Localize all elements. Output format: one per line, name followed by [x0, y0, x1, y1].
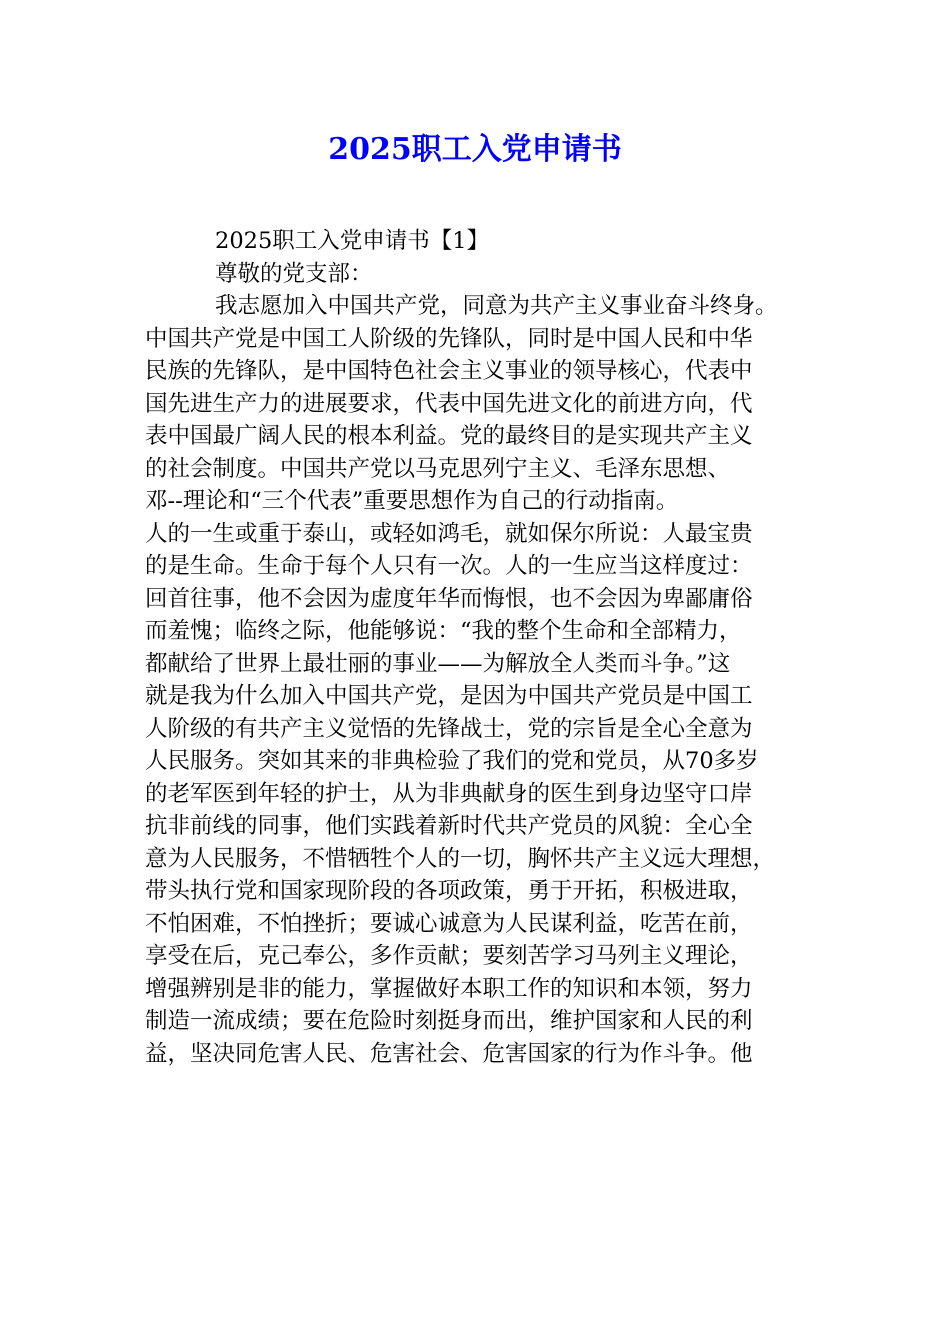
body-line: 的是生命。生命于每个人只有一次。人的一生应当这样度过： — [145, 553, 753, 579]
body-line: 增强辨别是非的能力，掌握做好本职工作的知识和本领，努力 — [145, 975, 753, 1002]
body-line: 带头执行党和国家现阶段的各项政策，勇于开拓，积极进取， — [145, 878, 753, 904]
body-line: 意为人民服务，不惜牺牲个人的一切，胸怀共产主义远大理想， — [145, 845, 776, 872]
body-line: 中国共产党是中国工人阶级的先锋队，同时是中国人民和中华 — [145, 325, 753, 352]
document-subtitle: 2025职工入党申请书【1】 — [215, 228, 490, 254]
body-line: 回首往事，他不会因为虚度年华而悔恨，也不会因为卑鄙庸俗 — [145, 585, 753, 612]
document-body — [145, 225, 800, 1070]
document-title: 2025职工入党申请书 — [328, 132, 622, 167]
body-line: 邓--理论和“三个代表”重要思想作为自己的行动指南。 — [145, 488, 679, 514]
body-line: 表中国最广阔人民的根本利益。党的最终目的是实现共产主义 — [145, 423, 753, 449]
body-line: 人阶级的有共产主义觉悟的先锋战士，党的宗旨是全心全意为 — [145, 715, 753, 742]
body-line: 人的一生或重于泰山，或轻如鸿毛，就如保尔所说：人最宝贵 — [145, 520, 753, 547]
body-line: 享受在后，克己奉公，多作贡献；要刻苦学习马列主义理论， — [145, 943, 753, 969]
body-line: 的社会制度。中国共产党以马克思列宁主义、毛泽东思想、 — [145, 455, 731, 482]
body-line: 而羞愧；临终之际，他能够说：“我的整个生命和全部精力， — [145, 618, 742, 644]
body-line: 益，坚决同危害人民、危害社会、危害国家的行为作斗争。他 — [145, 1040, 753, 1067]
body-line: 国先进生产力的进展要求，代表中国先进文化的前进方向，代 — [145, 390, 753, 417]
body-line: 都献给了世界上最壮丽的事业——为解放全人类而斗争。”这 — [145, 650, 731, 677]
body-line: 民族的先锋队，是中国特色社会主义事业的领导核心，代表中 — [145, 358, 753, 384]
body-line: 就是我为什么加入中国共产党，是因为中国共产党员是中国工 — [145, 683, 753, 709]
body-line: 不怕困难，不怕挫折；要诚心诚意为人民谋利益，吃苦在前， — [145, 910, 753, 937]
body-line: 制造一流成绩；要在危险时刻挺身而出，维护国家和人民的利 — [145, 1008, 753, 1034]
body-line: 抗非前线的同事，他们实践着新时代共产党员的风貌：全心全 — [145, 813, 753, 839]
body-line: 人民服务。突如其来的非典检验了我们的党和党员，从70多岁 — [145, 748, 759, 774]
body-line: 的老军医到年轻的护士，从为非典献身的医生到身边坚守口岸 — [145, 780, 753, 807]
body-line: 我志愿加入中国共产党，同意为共产主义事业奋斗终身。 — [215, 293, 778, 319]
salutation: 尊敬的党支部： — [215, 260, 373, 287]
